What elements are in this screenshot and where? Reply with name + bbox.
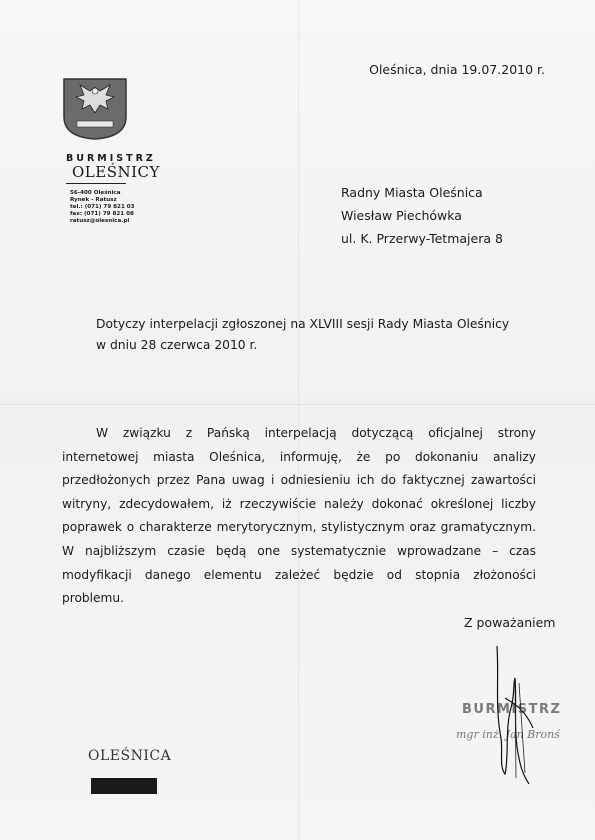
- recipient-line: Wiesław Piechówka: [341, 208, 462, 223]
- mayor-title: BURMISTRZ: [66, 153, 156, 164]
- place-date: Oleśnica, dnia 19.07.2010 r.: [369, 62, 545, 77]
- subject-line: Dotyczy interpelacji zgłoszonej na XLVIII sesji Rady Miasta Oleśnicy: [96, 317, 510, 331]
- subject-line: w dniu 28 czerwca 2010 r.: [96, 338, 258, 352]
- address-line: ratusz@olesnica.pl: [70, 218, 130, 224]
- footer-city-logo: [88, 748, 172, 794]
- stamp-name: mgr inż. Jan Bronś: [456, 728, 560, 741]
- letter-body: [62, 422, 536, 611]
- address-line: tel.: (071) 79 821 03: [70, 204, 135, 210]
- address-line: Rynek - Ratusz: [70, 197, 117, 203]
- subject-block: [96, 314, 509, 356]
- recipient-line: ul. K. Przerwy-Tetmajera 8: [341, 231, 503, 246]
- footer-logo-text: OLEŚNICA: [88, 748, 172, 764]
- body-paragraph: W związku z Pańską interpelacją dotyczącą oficjalnej strony internetowej miasta Oleśnica, informuję, że po dokonaniu analizy przedłożonych przez Pana uwag i odniesieniu ich do faktycznej zawartości witryny, zdecydowałem, iż rzeczywiście należy dokonać określonej liczby poprawek o charakterze merytorycznym, stylistycznym oraz gramatycznym. W najbliższym czasie będą one systematycznie wprowadzane – czas modyfikacji danego elementu zależeć będzie od stopnia złożoności problemu.: [62, 426, 536, 606]
- footer-logo-tagline: [88, 765, 160, 770]
- city-crest-icon: [62, 77, 128, 141]
- closing-salutation: Z poważaniem: [464, 615, 556, 630]
- address-line: 56-400 Oleśnica: [70, 190, 121, 196]
- paper-fold: [298, 0, 299, 840]
- mayor-stamp: BURMISTRZ: [462, 702, 562, 717]
- recipient-line: Radny Miasta Oleśnica: [341, 185, 483, 200]
- logo-underline: [66, 183, 126, 184]
- handwritten-signature: [485, 638, 545, 788]
- city-logo: OLEŚNICY: [72, 163, 160, 181]
- footer-logo-bar: [91, 778, 157, 794]
- address-line: fax: (071) 79 821 08: [70, 211, 134, 217]
- recipient-block: [341, 181, 503, 250]
- office-address: [70, 190, 135, 225]
